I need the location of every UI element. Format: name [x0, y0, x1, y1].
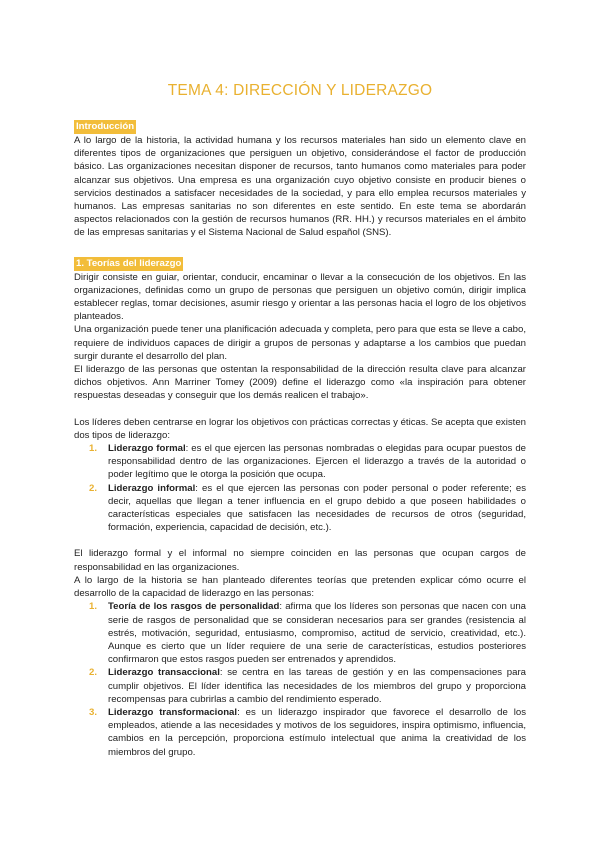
intro-section: [74, 116, 526, 240]
section1-heading: 1. Teorías del liderazgo: [76, 257, 182, 269]
list-item: 2. Liderazgo informal: es el que ejercen las personas con poder personal o poder referente; es decir, aquellas que llegan a tener influencia en el grupo debido a que poseen habilidades o características especiales que satisfacen las necesidades de recursos de otros (seguridad, formación, experiencia, capacidad de decisión, etc.).: [89, 482, 526, 534]
list-item: 1. Teoría de los rasgos de personalidad: afirma que los líderes son personas que nacen con una serie de rasgos de personalidad que se consideran necesarios para ser grandes (resistencia al estrés, motivación, seguridad, entusiasmo, compromiso, actitud de servicio, creatividad, etc.). Aunque es cierto que un líder requiere de una serie de características, estudios posteriores confirmaron que estos rasgos pueden ser entrenados y aprendidos.: [89, 601, 526, 666]
section1-p6: A lo largo de la historia se han planteado diferentes teorías que pretenden explicar cómo ocurre el desarrollo de la capacidad de liderazgo en las personas:: [74, 574, 526, 600]
section1-p4: Los líderes deben centrarse en lograr los objetivos con prácticas correctas y éticas. Se acepta que existen dos tipos de liderazgo:: [74, 416, 526, 441]
section-leadership-theories: [74, 253, 526, 759]
section1-p1: Dirigir consiste en guiar, orientar, conducir, encaminar o llevar a la consecución de los objetivos. En las organizaciones, definidas como un grupo de personas que persiguen un objetivo común, dirigir implica establecer reglas, tomar decisiones, asumir riesgo y orientar a las personas hacia el logro de los objetivos planteados.: [74, 271, 526, 323]
leadership-types-list: [74, 442, 526, 534]
leadership-theories-list: [74, 600, 526, 758]
list-item: 3. Liderazgo transformacional: es un liderazgo inspirador que favorece el desarrollo de los empleados, atiende a las necesidades y motivos de los seguidores, inspira optimismo, influencia, cambios en la percepción, proporciona estímulo intelectual que anima la creatividad de los miembros del grupo.: [89, 706, 526, 758]
intro-paragraph: A lo largo de la historia, la actividad humana y los recursos materiales han sido un elemento clave en diferentes tipos de organizaciones que persiguen un objetivo, considerándose el factor de producción básico. Las organizaciones necesitan disponer de recursos, tanto humanos como materiales para poder alcanzar sus objetivos. Una empresa es una organización cuyo objetivo consiste en producir bienes o servicios destinados a satisfacer necesidades de la sociedad, y para ello emplea recursos materiales y humanos. Las empresas sanitarias no son diferentes en este sentido. En este tema se abordarán aspectos relacionados con la gestión de recursos humanos (RR. HH.) y recursos materiales en el ámbito de las empresas sanitarias y el Sistema Nacional de Salud español (SNS).: [74, 135, 526, 239]
page-title: TEMA 4: DIRECCIÓN Y LIDERAZGO: [167, 82, 433, 99]
list-item: 2. Liderazgo transaccional: se centra en las tareas de gestión y en las compensaciones para cumplir objetivos. El líder identifica las necesidades de los miembros del grupo y proporciona recompensas para cubrirlas a cambio del rendimiento esperado.: [89, 667, 526, 705]
list-term: Liderazgo formal: [108, 443, 186, 455]
list-term: Liderazgo transaccional: [108, 667, 220, 679]
section1-p5: El liderazgo formal y el informal no siempre coinciden en las personas que ocupan cargos de responsabilidad en las organizaciones.: [74, 548, 526, 573]
intro-heading: Introducción: [76, 121, 135, 132]
section1-p3: El liderazgo de las personas que ostentan la responsabilidad de la dirección resulta clave para alcanzar dichos objetivos. Ann Marriner Tomey (2009) define el liderazgo como «la inspiración para obtener respuestas deseadas y conseguir que los demás realicen el trabajo».: [74, 364, 526, 402]
list-item: 1. Liderazgo formal: es el que ejercen las personas nombradas o elegidas para ocupar puestos de responsabilidad dentro de las organizaciones. Ejercen el liderazgo a través de la autoridad o poder legítimo que le otorga la posición que ocupa.: [89, 443, 527, 481]
section1-p2: Una organización puede tener una planificación adecuada y completa, pero para que esta se lleve a cabo, requiere de individuos capaces de dirigir a grupos de personas y adaptarse a los cambios que puedan surgir durante el desarrollo del plan.: [74, 324, 526, 362]
list-term: Teoría de los rasgos de personalidad: [108, 601, 280, 613]
list-term: Liderazgo transformacional: [108, 706, 238, 718]
list-term: Liderazgo informal: [108, 482, 196, 494]
